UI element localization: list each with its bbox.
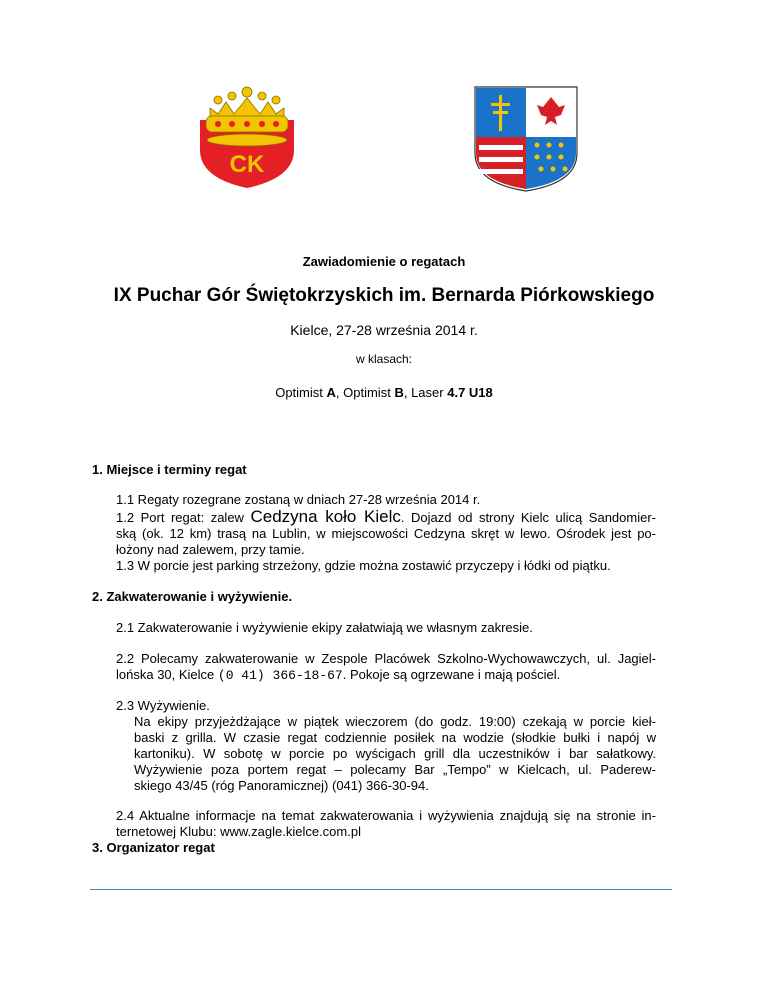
section-2-item-3-body: Na ekipy przyjeżdżające w piątek wieczorem (do godz. 19:00) czekają w porcie kieł- baski z grilla. W czasie regat codziennie posiłek na wodzie (słodkie bułki i napój w kartoniku). W sobotę w porcie po wyścigach grill dla uczestników i bar sałatkowy. Wyżywienie poza portem regat – polecamy Bar „Tempo” w Kielcach, ul. Paderew- skiego 43/45 (róg Panoramicznej) (041) 366-30-94. [134,714,656,793]
section-2-heading: 2. Zakwaterowanie i wyżywienie. [92,589,293,604]
document-title: IX Puchar Gór Świętokrzyskich im. Bernarda Piórkowskiego [113,285,655,306]
section-1-heading: 1. Miejsce i terminy regat [92,462,247,477]
section-2-item-3-heading: 2.3 Wyżywienie. [116,698,210,713]
club-website-link[interactable]: www.zagle.kielce.com.pl [220,824,361,839]
section-2-item-2: 2.2 Polecamy zakwaterowanie w Zespole Placówek Szkolno-Wychowawczych, ul. Jagiel- lońska 30, Kielce (0 41) 366-18-67. Pokoje są ogrzewane i mają pościel. [116,651,656,683]
swietokrzyskie-coat-of-arms-icon [473,85,579,193]
event-dates: Kielce, 27-28 września 2014 r. [290,322,478,338]
class-list: Optimist A, Optimist B, Laser 4.7 U18 [275,385,493,400]
kielce-coat-of-arms-icon [196,86,298,188]
section-1-item-2: 1.2 Port regat: zalew Cedzyna koło Kielc. Dojazd od strony Kielc ulicą Sandomier- ską (ok. 12 km) trasą na Lublin, w miejscowości Cedzyna skręt w lewo. Ośrodek jest po- łożony nad zalewem, przy tamie. 1.3 W porcie jest parking strzeżony, gdzie można zostawić przyczepy i łódki od piątku. [116,507,657,573]
document-notice: Zawiadomienie o regatach [302,254,466,269]
section-2-item-1: 2.1 Zakwaterowanie i wyżywienie ekipy załatwiają we własnym zakresie. [116,620,533,635]
footer-rule [90,889,672,890]
classes-intro: w klasach: [355,352,413,366]
section-1-item-1: 1.1 Regaty rozegrane zostaną w dniach 27-28 września 2014 r. [116,492,481,507]
section-2-item-4: 2.4 Aktualne informacje na temat zakwaterowania i wyżywienia znajdują się na stronie in- ternetowej Klubu: www.zagle.kielce.com.pl [116,808,656,839]
section-3-heading: 3. Organizator regat [92,840,215,855]
svg-text:CK: CK [229,151,265,178]
